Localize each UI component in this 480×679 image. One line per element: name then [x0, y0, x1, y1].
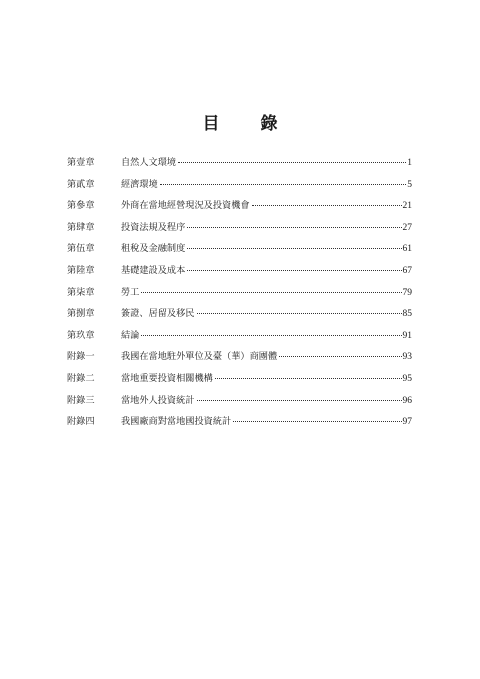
toc-page-number: 61	[402, 244, 412, 255]
toc-dot-leader	[187, 248, 401, 249]
toc-entry[interactable]	[67, 330, 412, 352]
toc-dot-leader	[178, 162, 406, 163]
toc-entry[interactable]	[67, 351, 412, 373]
toc-page-number: 96	[402, 395, 412, 406]
toc-entry[interactable]	[67, 200, 412, 222]
toc-entry[interactable]	[67, 243, 412, 265]
toc-entry[interactable]	[67, 395, 412, 417]
toc-chapter-title: 簽證、居留及移民	[121, 308, 195, 320]
toc-entry[interactable]	[67, 416, 412, 438]
toc-page-number: 5	[407, 179, 412, 190]
toc-page-number: 27	[402, 222, 412, 233]
toc-dot-leader	[197, 400, 402, 401]
toc-entry[interactable]	[67, 222, 412, 244]
toc-chapter-number: 附錄三	[67, 394, 95, 406]
toc-entry[interactable]	[67, 308, 412, 330]
toc-dot-leader	[187, 270, 401, 271]
toc-entry[interactable]	[67, 157, 412, 179]
toc-chapter-number: 附錄四	[67, 416, 95, 428]
toc-chapter-title: 基礎建設及成本	[121, 264, 186, 276]
table-of-contents	[67, 157, 412, 438]
toc-dot-leader	[252, 205, 402, 206]
toc-dot-leader	[279, 356, 401, 357]
toc-chapter-title: 當地外人投資統計	[121, 394, 195, 406]
toc-chapter-number: 第肆章	[67, 221, 95, 233]
toc-dot-leader	[187, 227, 401, 228]
toc-chapter-title: 我國廠商對當地國投資統計	[121, 416, 232, 428]
toc-chapter-number: 第玖章	[67, 329, 95, 341]
toc-dot-leader	[197, 313, 402, 314]
toc-chapter-number: 附錄二	[67, 372, 95, 384]
toc-chapter-number: 第伍章	[67, 243, 95, 255]
toc-chapter-number: 第柒章	[67, 286, 95, 298]
toc-chapter-title: 租稅及金融制度	[121, 243, 186, 255]
toc-chapter-title: 當地重要投資相關機構	[121, 372, 213, 384]
toc-dot-leader	[141, 292, 401, 293]
toc-chapter-title: 自然人文環境	[121, 157, 177, 168]
toc-dot-leader	[160, 184, 407, 185]
page-title: 目 錄	[202, 114, 290, 135]
toc-chapter-title: 投資法規及程序	[121, 221, 186, 233]
toc-dot-leader	[215, 378, 402, 379]
toc-entry[interactable]	[67, 265, 412, 287]
toc-chapter-number: 第捌章	[67, 308, 95, 320]
toc-chapter-title: 外商在當地經營現況及投資機會	[121, 200, 250, 212]
toc-dot-leader	[233, 421, 401, 422]
toc-page-number: 97	[402, 417, 412, 428]
toc-chapter-number: 附錄一	[67, 351, 95, 363]
toc-page-number: 1	[407, 158, 412, 168]
toc-page-number: 21	[402, 201, 412, 212]
toc-chapter-number: 第參章	[67, 200, 95, 212]
toc-chapter-number: 第貳章	[67, 178, 95, 190]
toc-entry[interactable]	[67, 287, 412, 309]
toc-page-number: 91	[402, 330, 412, 341]
toc-entry[interactable]	[67, 373, 412, 395]
toc-chapter-number: 第壹章	[67, 157, 95, 168]
toc-dot-leader	[141, 335, 401, 336]
toc-entry[interactable]	[67, 179, 412, 201]
toc-page-number: 95	[402, 373, 412, 384]
toc-page-number: 85	[402, 309, 412, 320]
toc-chapter-title: 勞工	[121, 286, 140, 298]
toc-page-number: 79	[402, 287, 412, 298]
toc-page-number: 67	[402, 265, 412, 276]
toc-chapter-title: 經濟環境	[121, 178, 158, 190]
toc-chapter-title: 結論	[121, 329, 140, 341]
toc-chapter-title: 我國在當地駐外單位及臺（華）商團體	[121, 351, 278, 363]
toc-chapter-number: 第陸章	[67, 264, 95, 276]
toc-page-number: 93	[402, 352, 412, 363]
